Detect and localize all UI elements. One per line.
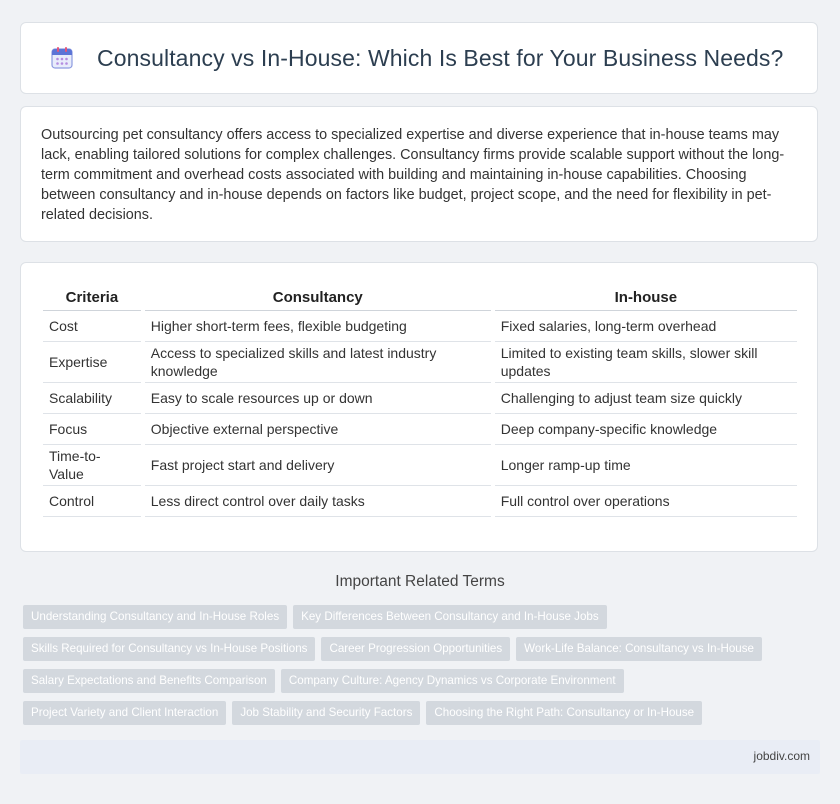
table-row bbox=[43, 445, 797, 486]
table-cell: Limited to existing team skills, slower skill updates bbox=[495, 342, 797, 383]
related-terms-row bbox=[23, 605, 803, 629]
table-cell: Higher short-term fees, flexible budgeting bbox=[145, 311, 491, 342]
comparison-table-card bbox=[20, 262, 818, 552]
table-cell: Less direct control over daily tasks bbox=[145, 486, 491, 517]
table-row bbox=[43, 414, 797, 445]
table-cell: Fixed salaries, long-term overhead bbox=[495, 311, 797, 342]
table-cell: Control bbox=[43, 486, 141, 517]
comparison-table bbox=[43, 285, 797, 517]
table-cell: Deep company-specific knowledge bbox=[495, 414, 797, 445]
table-header-row bbox=[43, 285, 797, 311]
table-cell: Scalability bbox=[43, 383, 141, 414]
related-terms-title: Important Related Terms bbox=[335, 573, 505, 590]
footer bbox=[20, 740, 820, 774]
related-term-chip[interactable]: Work-Life Balance: Consultancy vs In-House bbox=[516, 637, 762, 661]
column-header-consultancy: Consultancy bbox=[145, 285, 491, 311]
intro-text: Outsourcing pet consultancy offers access to specialized expertise and diverse experience that in-house teams may lack, enabling tailored solutions for complex challenges. Consultancy firms provide scalable support without the long-term commitment and overhead costs associated with building and maintaining in-house capabilities. Choosing between consultancy and in-house depends on factors like budget, project scope, and the need for flexibility in pet-related decisions. bbox=[41, 127, 785, 223]
calendar-icon bbox=[49, 45, 75, 71]
related-term-chip[interactable]: Job Stability and Security Factors bbox=[232, 701, 420, 725]
related-term-chip[interactable]: Skills Required for Consultancy vs In-House Positions bbox=[23, 637, 315, 661]
table-row bbox=[43, 342, 797, 383]
table-cell: Focus bbox=[43, 414, 141, 445]
table-cell: Time-to-Value bbox=[43, 445, 141, 486]
column-header-in-house: In-house bbox=[495, 285, 797, 311]
table-row bbox=[43, 383, 797, 414]
column-header-criteria: Criteria bbox=[43, 285, 141, 311]
table-cell: Cost bbox=[43, 311, 141, 342]
related-terms-row bbox=[23, 701, 803, 725]
table-cell: Fast project start and delivery bbox=[145, 445, 491, 486]
header-card bbox=[20, 22, 818, 94]
table-cell: Easy to scale resources up or down bbox=[145, 383, 491, 414]
related-term-chip[interactable]: Project Variety and Client Interaction bbox=[23, 701, 226, 725]
related-term-chip[interactable]: Key Differences Between Consultancy and In-House Jobs bbox=[293, 605, 607, 629]
related-term-chip[interactable]: Salary Expectations and Benefits Comparison bbox=[23, 669, 275, 693]
footer-site-link[interactable]: jobdiv.com bbox=[753, 749, 810, 763]
table-cell: Longer ramp-up time bbox=[495, 445, 797, 486]
related-term-chip[interactable]: Choosing the Right Path: Consultancy or In-House bbox=[426, 701, 702, 725]
table-cell: Challenging to adjust team size quickly bbox=[495, 383, 797, 414]
table-cell: Access to specialized skills and latest industry knowledge bbox=[145, 342, 491, 383]
page-title: Consultancy vs In-House: Which Is Best for Your Business Needs? bbox=[97, 44, 784, 71]
related-term-chip[interactable]: Understanding Consultancy and In-House Roles bbox=[23, 605, 287, 629]
table-cell: Objective external perspective bbox=[145, 414, 491, 445]
table-cell: Full control over operations bbox=[495, 486, 797, 517]
related-terms-row bbox=[23, 637, 803, 661]
intro-card bbox=[20, 106, 818, 242]
table-row bbox=[43, 486, 797, 517]
table-row bbox=[43, 311, 797, 342]
related-terms-row bbox=[23, 669, 803, 693]
table-cell: Expertise bbox=[43, 342, 141, 383]
related-term-chip[interactable]: Career Progression Opportunities bbox=[321, 637, 510, 661]
related-term-chip[interactable]: Company Culture: Agency Dynamics vs Corporate Environment bbox=[281, 669, 624, 693]
